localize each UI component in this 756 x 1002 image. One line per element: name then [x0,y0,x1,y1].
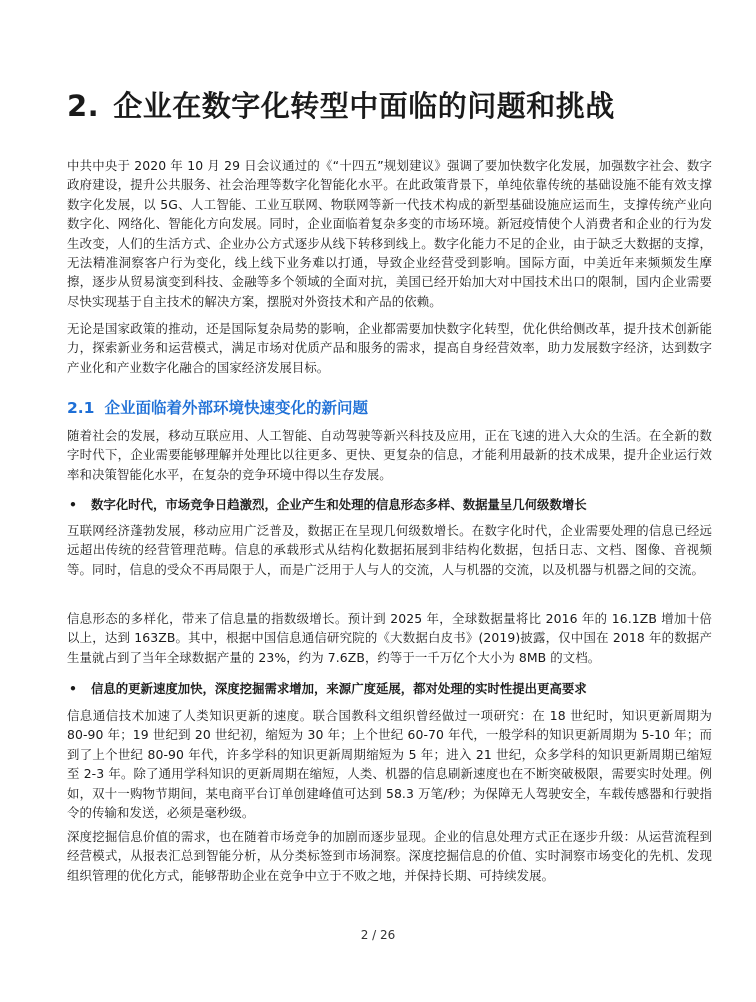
section-number: 2.1 [67,399,95,417]
paragraph-deep-mining: 深度挖掘信息价值的需求，也在随着市场竞争的加剧而逐步显现。企业的信息处理方式正在逐步升级：从运营流程到经营模式，从报表汇总到智能分析，从分类标签到市场洞察。深度挖掘信息的价值、实时洞察市场变化的先机、发现组织管理的优化方式，能够帮助企业在竞争中立于不败之地，并保持长期、可持续发展。 [67,829,712,883]
bullet-heading-data-growth [67,495,712,515]
section-heading [67,397,368,419]
section-title: 企业面临着外部环境快速变化的新问题 [104,399,368,417]
paragraph-data-forms: 互联网经济蓬勃发展，移动应用广泛普及，数据正在呈现几何级数增长。在数字化时代，企业需要处理的信息已经远远超出传统的经营管理范畴。信息的承载形式从结构化数据拓展到非结构化数据，包括日志、文档、图像、音视频等。同时，信息的受众不再局限于人，而是广泛用于人与人的交流，人与机器的交流，以及机器与机器之间的交流。 [67,523,712,577]
bullet-symbol: • [69,497,77,512]
paragraph-policy-context: 中共中央于 2020 年 10 月 29 日会议通过的《“十四五”规划建议》强调了要加快数字化发展，加强数字社会、数字政府建设，提升公共服务、社会治理等数字化智能化水平。在此政策背景下，单纯依靠传统的基础设施不能有效支撑数字化发展，以 5G、人工智能、工业互联网、物联网等新一代技术构成的新型基础设施应运而生，支撑传统产业向数字化、网络化、智能化方向发展。同时，企业面临着复杂多变的市场环境。新冠疫情使个人消费者和企业的行为发生改变，人们的生活方式、企业办公方式逐步从线下转移到线上。数字化能力不足的企业，由于缺乏大数据的支撑，无法精准洞察客户行为变化，线上线下业务难以打通，导致企业经营受到影响。国际方面，中美近年来频频发生摩擦，逐步从贸易演变到科技、金融等多个领域的全面对抗，美国已经开始加大对中国技术出口的限制，国内企业需要尽快实现基于自主技术的解决方案，摆脱对外资技术和产品的依赖。 [67,158,712,309]
paragraph-data-volume: 信息形态的多样化，带来了信息量的指数级增长。预计到 2025 年，全球数据量将比 2016 年的 16.1ZB 增加十倍以上，达到 163ZB。其中，根据中国信息通信研究院的《大数据白皮书》(2019)披露，仅中国在 2018 年的数据产生量就占到了当年全球数据产量的 23%，约为 7.6ZB，约等于一千万亿个大小为 8MB 的文档。 [67,611,712,665]
bullet-title: 信息的更新速度加快，深度挖掘需求增加，来源广度延展，都对处理的实时性提出更高要求 [91,681,587,696]
chapter-heading [67,86,712,126]
bullet-title: 数字化时代，市场竞争日趋激烈，企业产生和处理的信息形态多样、数据量呈几何级数增长 [91,497,587,512]
paragraph-knowledge-update: 信息通信技术加速了人类知识更新的速度。联合国教科文组织曾经做过一项研究：在 18 世纪时，知识更新周期为 80-90 年；19 世纪到 20 世纪初，缩短为 30 年；上个世纪 60-70 年代，一般学科的知识更新周期为 5-10 年；而到了上个世纪 80-90 年代，许多学科的知识更新周期缩短为 5 年；进入 21 世纪，众多学科的知识更新周期已缩短至 2-3 年。除了通用学科知识的更新周期在缩短，人类、机器的信息刷新速度也在不断突破极限，需要实时处理。例如，双十一购物节期间，某电商平台订单创建峰值可达到 58.3 万笔/秒；为保障无人驾驶安全，车载传感器和行驶指令的传输和发送，必须是毫秒级。 [67,708,712,821]
bullet-heading-realtime [67,679,712,699]
chapter-title: 企业在数字化转型中面临的问题和挑战 [113,89,615,123]
section-intro-paragraph: 随着社会的发展，移动互联应用、人工智能、自动驾驶等新兴科技及应用，正在飞速的进入大众的生活。在全新的数字时代下，企业需要能够理解并处理比以往更多、更快、更复杂的信息，才能利用最新的技术成果，提升企业运行效率和决策智能化水平，在复杂的竞争环境中得以生存发展。 [67,428,712,482]
chapter-number: 2. [67,89,100,123]
bullet-symbol: • [69,681,77,696]
paragraph-transformation-goal: 无论是国家政策的推动，还是国际复杂局势的影响，企业都需要加快数字化转型，优化供给侧改革，提升技术创新能力，探索新业务和运营模式，满足市场对优质产品和服务的需求，提高自身经营效率，助力发展数字经济，达到数字产业化和产业数字化融合的国家经济发展目标。 [67,321,712,375]
page-number: 2 / 26 [360,928,396,942]
